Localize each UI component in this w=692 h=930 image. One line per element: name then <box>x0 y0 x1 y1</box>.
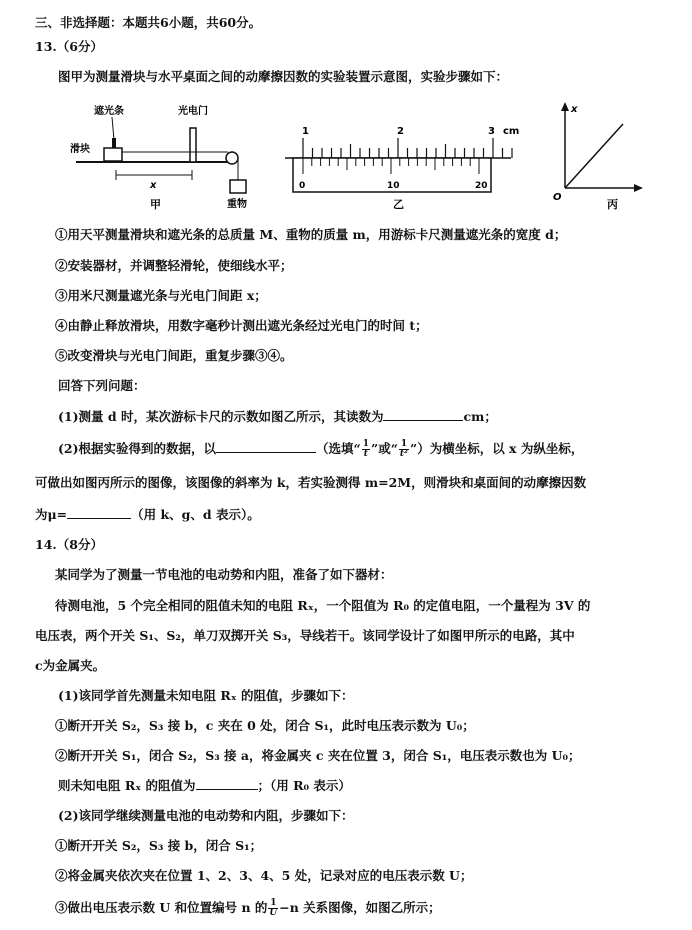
main-tick-label: 2 <box>397 126 404 137</box>
q13-step2: ②安装器材，并调整轻滑轮，使细线水平； <box>55 258 293 273</box>
fraction-1-over-u: $\frac{1}{U}$ <box>269 898 278 918</box>
x-axis-arrow <box>634 184 643 192</box>
label-strip: 遮光条 <box>94 106 124 117</box>
answer-blank-rx[interactable] <box>196 777 258 790</box>
q14-sub2-step2: ②将金属夹依次夹在位置 1、2、3、4、5 处，记录对应的电压表示数 U； <box>55 868 473 883</box>
label-gate: 光电门 <box>178 106 208 117</box>
q13-step3: ③用米尺测量遮光条与光电门间距 x； <box>55 288 267 303</box>
main-tick-label: 1 <box>302 126 309 137</box>
answer-blank-axis[interactable] <box>216 440 316 453</box>
origin-label: O <box>553 192 562 203</box>
q14-sub2-step1: ①断开开关 S₂，S₃ 接 b，闭合 S₁； <box>55 838 263 853</box>
q14-sub2: (2)该同学继续测量电池的电动势和内阻，步骤如下： <box>58 808 354 823</box>
answer-blank-reading[interactable] <box>383 408 463 421</box>
graph-line <box>565 124 623 188</box>
figure-graph <box>545 100 645 215</box>
q14-sub1: (1)该同学首先测量未知电阻 Rₓ 的阻值，步骤如下： <box>58 688 354 703</box>
q14-sub2-step3: ③做出电压表示数 U 和位置编号 n 的 $\frac{1}{U}$ −n 关系图像，如图乙所示； <box>55 898 441 918</box>
q13-sub2-mu: 为μ= （用 k、g、d 表示）。 <box>35 507 260 522</box>
q13-answer-prompt: 回答下列问题： <box>58 378 146 393</box>
q14-sub1-step1: ①断开开关 S₂，S₃ 接 b，c 夹在 0 处，闭合 S₁，此时电压表示数为 U₀； <box>55 718 475 733</box>
fraction-1-over-t: $\frac{1}{t}$ <box>362 439 369 459</box>
strip-pointer <box>112 117 114 140</box>
vernier-tick-label: 0 <box>299 181 306 191</box>
photogate <box>190 128 196 162</box>
caption-jia: 甲 <box>150 198 161 211</box>
main-scale-ticks <box>303 138 512 158</box>
q13-sub2-cont: 可做出如图丙所示的图像，该图像的斜率为 k，若实验测得 m=2M，则滑块和桌面间的动摩擦因数 <box>35 475 587 490</box>
pulley <box>226 152 238 164</box>
q14-sub1-step2: ②断开开关 S₁，闭合 S₂，S₃ 接 a，将金属夹 c 夹在位置 3，闭合 S₁，电压表示数也为 U₀； <box>55 748 581 763</box>
caption-bing: 丙 <box>607 198 618 211</box>
vernier-tick-label: 10 <box>387 181 400 191</box>
q13-intro: 图甲为测量滑块与水平桌面之间的动摩擦因数的实验装置示意图，实验步骤如下： <box>58 69 509 84</box>
figure-apparatus <box>70 100 270 215</box>
answer-blank-mu[interactable] <box>67 506 131 519</box>
q13-sub1: (1)测量 d 时，某次游标卡尺的示数如图乙所示，其读数为 cm； <box>58 409 497 424</box>
q14-line3: 电压表，两个开关 S₁、S₂，单刀双掷开关 S₃，导线若干。该同学设计了如图甲所示的电路，其中 <box>35 628 575 643</box>
q13-step4: ④由静止释放滑块，用数字毫秒计测出遮光条经过光电门的时间 t； <box>55 318 428 333</box>
vernier-tick-label: 20 <box>475 181 488 191</box>
q13-sub2: (2)根据实验得到的数据，以 （选填“ $\frac{1}{t}$ ”或“ $\frac{1}{\text{t²}}$ ”）为横坐标，以 x 为纵坐标， <box>58 439 584 459</box>
q13-number: 13.（6分） <box>35 39 103 54</box>
q13-step1: ①用天平测量滑块和遮光条的总质量 M、重物的质量 m，用游标卡尺测量遮光条的宽度 d； <box>55 227 567 242</box>
light-strip <box>112 138 116 148</box>
label-x: x <box>150 180 157 191</box>
y-axis-arrow <box>561 102 569 111</box>
label-slider: 滑块 <box>70 144 90 155</box>
slider-block <box>104 148 122 161</box>
y-axis-label: x <box>571 104 578 115</box>
fraction-1-over-t2: $\frac{1}{\text{t²}}$ <box>399 439 408 459</box>
main-tick-label: 3 <box>488 126 495 137</box>
figure-vernier <box>285 122 525 212</box>
q14-sub1-step3: 则未知电阻 Rₓ 的阻值为 ；（用 R₀ 表示） <box>58 778 351 793</box>
q14-intro: 某同学为了测量一节电池的电动势和内阻，准备了如下器材： <box>55 567 393 582</box>
unit-label: cm <box>503 126 520 137</box>
q13-step5: ⑤改变滑块与光电门间距，重复步骤③④。 <box>55 348 293 363</box>
q14-line2: 待测电池，5 个完全相同的阻值未知的电阻 Rₓ，一个阻值为 R₀ 的定值电阻，一个量程为 3V 的 <box>55 598 591 613</box>
label-weight: 重物 <box>227 199 247 210</box>
weight-block <box>230 180 246 193</box>
q14-number: 14.（8分） <box>35 537 103 552</box>
q14-line4: c为金属夹。 <box>35 658 106 673</box>
caption-yi: 乙 <box>393 198 404 211</box>
section-header: 三、非选择题：本题共6小题，共60分。 <box>35 15 262 30</box>
